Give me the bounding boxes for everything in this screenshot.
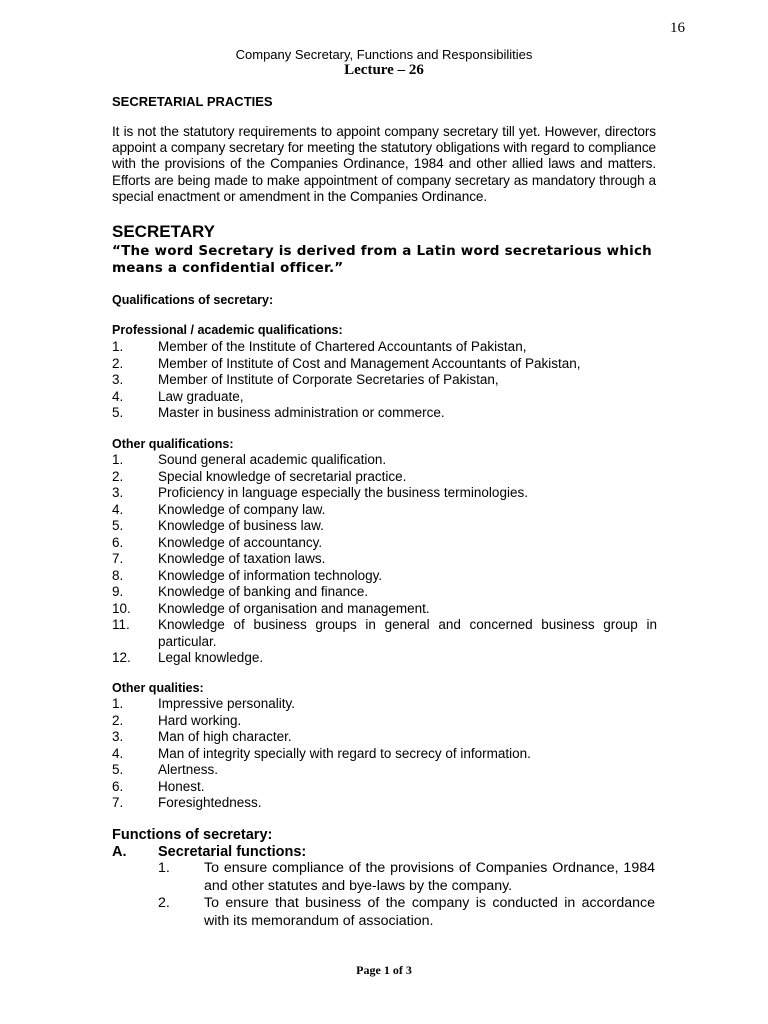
list-item <box>112 729 657 746</box>
list-item <box>112 551 657 568</box>
other-qualifications-heading: Other qualifications: <box>112 437 234 451</box>
list-item-text: Knowledge of information technology. <box>158 567 383 583</box>
list-item <box>158 860 655 895</box>
list-item-number: 6. <box>112 778 124 794</box>
list-item-text: Knowledge of banking and finance. <box>158 584 369 599</box>
section-label: Secretarial functions: <box>158 844 307 860</box>
list-item-text: Foresightedness. <box>158 795 262 810</box>
list-item-text: Knowledge of business groups in general and concerned business group in particular. <box>158 617 657 649</box>
list-item-number: 3. <box>112 485 124 500</box>
list-item <box>112 356 657 373</box>
list-item <box>112 372 657 389</box>
professional-qualifications-list <box>112 339 657 422</box>
list-item <box>112 779 657 796</box>
list-item-text: Alertness. <box>158 762 219 777</box>
list-item-number: 7. <box>112 551 124 566</box>
list-item-number: 2. <box>112 712 124 728</box>
other-qualifications-list <box>112 452 657 667</box>
list-item <box>112 568 657 585</box>
list-item-number: 2. <box>158 895 170 911</box>
list-item <box>112 650 657 667</box>
list-item <box>158 895 655 930</box>
other-qualities-heading: Other qualities: <box>112 681 204 695</box>
list-item-text: Man of high character. <box>158 729 292 744</box>
list-item-number: 11. <box>112 617 130 632</box>
list-item-number: 1. <box>112 452 124 467</box>
qualifications-heading: Qualifications of secretary: <box>112 293 274 307</box>
list-item-text: Knowledge of business law. <box>158 518 324 533</box>
list-item-text: Member of the Institute of Chartered Accountants of Pakistan, <box>158 339 527 354</box>
list-item <box>112 535 657 552</box>
list-item <box>112 584 657 601</box>
list-item <box>112 762 657 779</box>
list-item-number: 4. <box>112 745 124 761</box>
list-item-text: To ensure compliance of the provisions of Companies Ordnance, 1984 and other statutes and bye-laws by the company. <box>204 860 655 894</box>
list-item-text: Impressive personality. <box>158 696 296 711</box>
list-item-number: 10. <box>112 600 131 616</box>
list-item-number: 2. <box>112 355 124 371</box>
list-item-number: 3. <box>112 372 124 387</box>
list-item-number: 12. <box>112 650 131 665</box>
lecture-number: Lecture – 26 <box>344 62 424 78</box>
document-header-title: Company Secretary, Functions and Responsibilities <box>235 47 533 62</box>
list-item <box>112 746 657 763</box>
list-item <box>112 469 657 486</box>
list-item-text: Sound general academic qualification. <box>158 452 387 467</box>
list-item <box>112 713 657 730</box>
definition-quote: “The word Secretary is derived from a Latin word secretarious which means a confidential officer.” <box>112 243 652 276</box>
page-footer: Page 1 of 3 <box>356 963 412 977</box>
list-item-number: 3. <box>112 729 124 744</box>
secretarial-functions-list <box>158 860 655 930</box>
list-item-text: Master in business administration or commerce. <box>158 405 445 420</box>
list-item-number: 5. <box>112 518 124 533</box>
list-item <box>112 502 657 519</box>
list-item-text: Knowledge of accountancy. <box>158 534 323 550</box>
list-item <box>112 795 657 812</box>
functions-heading: Functions of secretary: <box>112 827 273 843</box>
list-item-text: Knowledge of company law. <box>158 501 326 517</box>
list-item <box>112 452 657 469</box>
list-item <box>112 339 657 356</box>
list-item-number: 8. <box>112 567 124 583</box>
list-item-text: Legal knowledge. <box>158 650 264 665</box>
other-qualities-list <box>112 696 657 812</box>
list-item-number: 1. <box>112 696 124 711</box>
list-item-text: Knowledge of taxation laws. <box>158 551 326 566</box>
list-item-number: 1. <box>112 339 124 354</box>
list-item-number: 4. <box>112 501 124 517</box>
list-item-number: 7. <box>112 795 124 810</box>
list-item-number: 2. <box>112 468 124 484</box>
page-number: 16 <box>670 20 685 36</box>
list-item-text: Law graduate, <box>158 388 244 404</box>
section-heading: SECRETARIAL PRACTIES <box>112 94 273 109</box>
list-item-number: 5. <box>112 762 124 777</box>
list-item <box>112 485 657 502</box>
list-item-text: Member of Institute of Corporate Secretaries of Pakistan, <box>158 372 499 387</box>
secretary-heading: SECRETARY <box>112 222 215 241</box>
list-item <box>112 405 657 422</box>
professional-qualifications-heading: Professional / academic qualifications: <box>112 323 343 337</box>
list-item-text: Man of integrity specially with regard to secrecy of information. <box>158 745 531 761</box>
list-item-number: 6. <box>112 534 124 550</box>
list-item <box>112 696 657 713</box>
list-item-text: Proficiency in language especially the business terminologies. <box>158 485 528 500</box>
list-item-text: Special knowledge of secretarial practice. <box>158 468 407 484</box>
section-letter: A. <box>112 844 127 860</box>
list-item-text: To ensure that business of the company is conducted in accordance with its memorandum of association. <box>204 895 655 929</box>
list-item-text: Knowledge of organisation and management. <box>158 600 430 616</box>
list-item <box>112 389 657 406</box>
list-item-number: 9. <box>112 584 124 599</box>
list-item-number: 4. <box>112 388 124 404</box>
list-item-text: Hard working. <box>158 712 242 728</box>
list-item-text: Honest. <box>158 778 205 794</box>
list-item <box>112 601 657 618</box>
list-item-number: 5. <box>112 405 124 420</box>
list-item-text: Member of Institute of Cost and Management Accountants of Pakistan, <box>158 355 581 371</box>
list-item <box>112 617 657 650</box>
list-item <box>112 518 657 535</box>
list-item-number: 1. <box>158 860 170 876</box>
intro-paragraph: It is not the statutory requirements to appoint company secretary till yet. However, directors appoint a company secretary for meeting the statutory obligations with regard to compliance with the provisions of the Companies Ordinance, 1984 and other allied laws and matters. Efforts are being made to make appointment of company secretary as mandatory through a special enactment or amendment in the Companies Ordinance. <box>112 124 656 204</box>
